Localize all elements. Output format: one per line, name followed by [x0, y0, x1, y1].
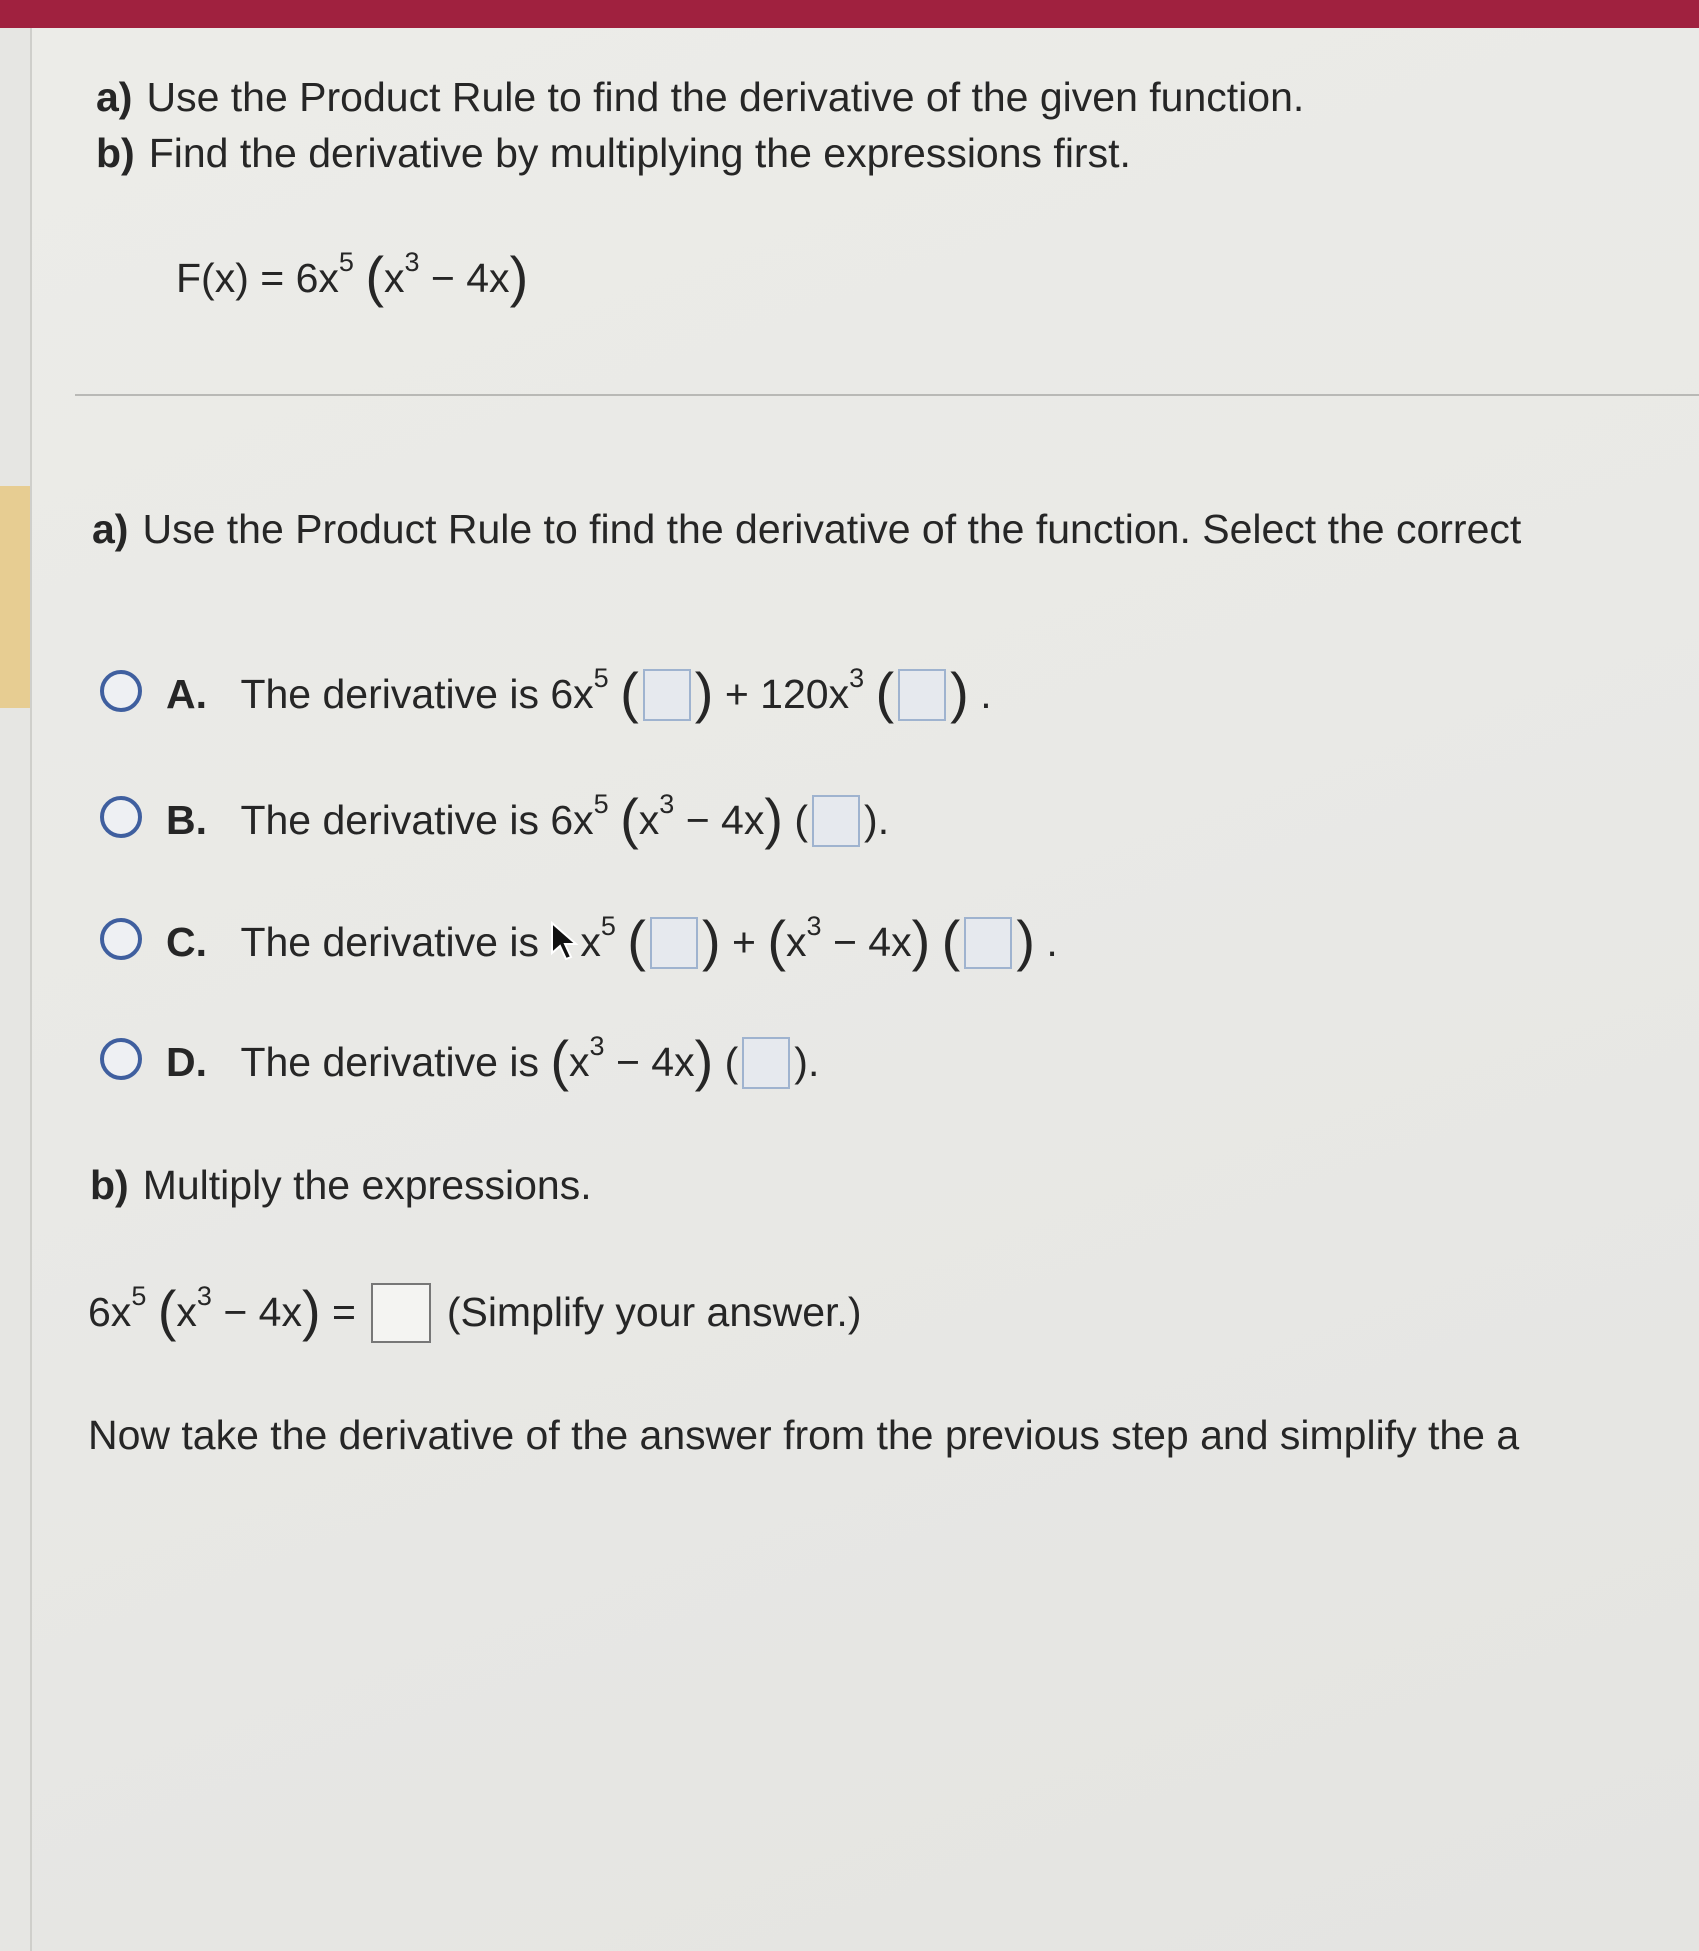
- intro-a-label: a): [96, 74, 133, 120]
- part-b-answer-input[interactable]: [371, 1283, 431, 1343]
- part-b-equation: $6x^5$ $(x^3 - 4x)$ = (Simplify your answer.): [88, 1279, 862, 1342]
- next-step-text: Now take the derivative of the answer from the previous step and simplify the a: [88, 1412, 1520, 1458]
- top-bar: [0, 0, 1699, 28]
- option-d-radio[interactable]: [100, 1038, 142, 1080]
- option-a-radio[interactable]: [100, 670, 142, 712]
- option-d-input[interactable]: [742, 1037, 790, 1089]
- option-c[interactable]: C. The derivative is $x^5$ ( ) + $(x^3 - 4x)$ ( ) .: [166, 909, 1058, 972]
- section-divider: [75, 394, 1699, 396]
- intro-a-text: Use the Product Rule to find the derivative of the given function.: [146, 74, 1305, 120]
- function-expression: $F(x) = 6x^5$ $(x^3 - 4x)$: [176, 245, 529, 308]
- intro-line-b: [96, 128, 1131, 178]
- option-a-input-2[interactable]: [898, 669, 946, 721]
- intro-line-a: [96, 72, 1304, 122]
- part-a-prompt: a) Use the Product Rule to find the derivative of the function. Select the correct: [92, 506, 1522, 552]
- option-d[interactable]: D. The derivative is $(x^3 - 4x)$ ( ).: [166, 1029, 820, 1092]
- option-c-input-2[interactable]: [964, 917, 1012, 969]
- option-c-radio[interactable]: [100, 918, 142, 960]
- side-tab: [0, 486, 30, 708]
- option-b[interactable]: B. The derivative is $6x^5$ $(x^3 - 4x)$ ( ).: [166, 787, 890, 850]
- mouse-cursor-icon: [550, 921, 580, 961]
- option-b-input[interactable]: [812, 795, 860, 847]
- option-a[interactable]: A. The derivative is $6x^5$ ( ) + $120x^3$ ( ) .: [166, 661, 992, 724]
- option-a-input-1[interactable]: [643, 669, 691, 721]
- intro-b-label: b): [96, 130, 135, 176]
- part-b-prompt: b) Multiply the expressions.: [90, 1162, 592, 1208]
- intro-b-text: Find the derivative by multiplying the expressions first.: [148, 130, 1131, 176]
- question-page: [30, 28, 1699, 1951]
- option-c-input-1[interactable]: [650, 917, 698, 969]
- option-b-radio[interactable]: [100, 796, 142, 838]
- simplify-hint: (Simplify your answer.): [446, 1289, 862, 1335]
